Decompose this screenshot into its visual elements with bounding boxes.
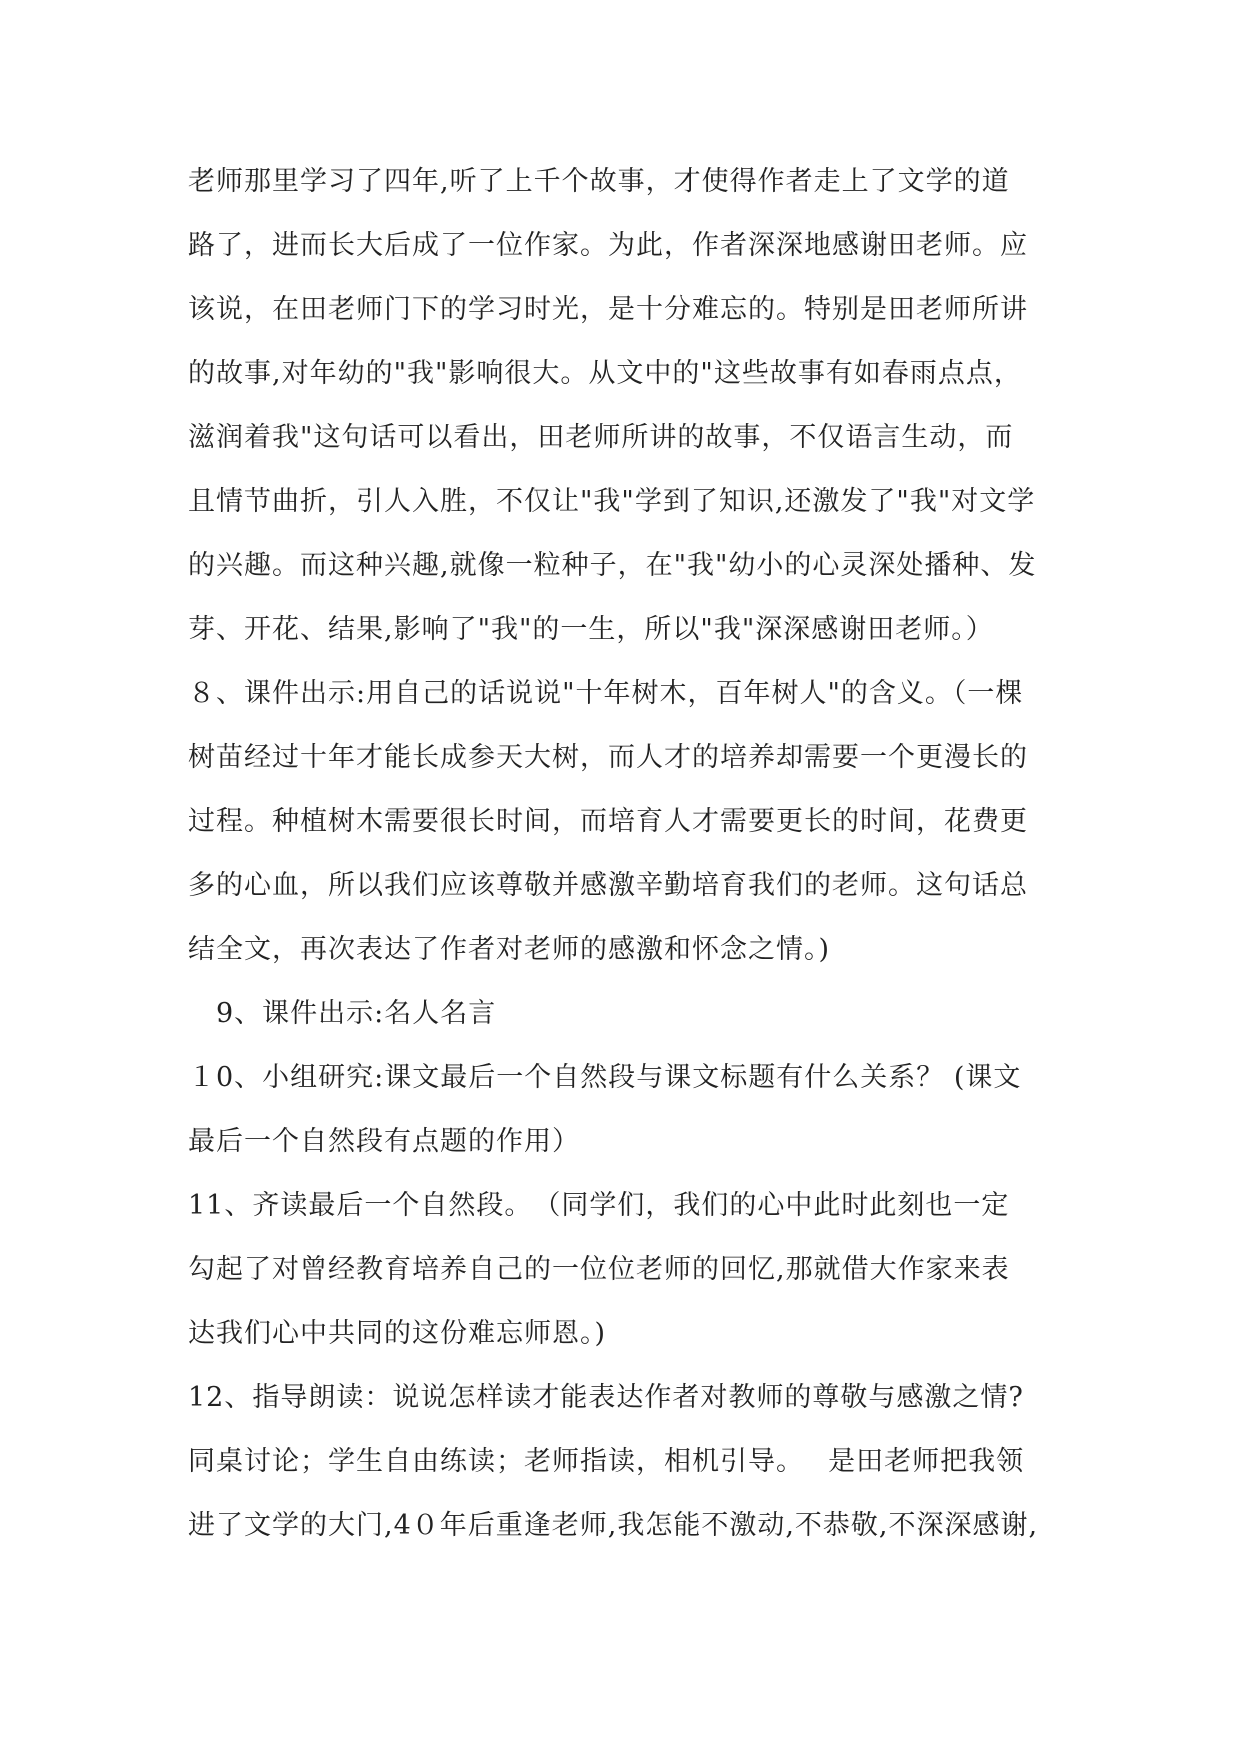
text-line: 达我们心中共同的这份难忘师恩。) [188,1318,607,1349]
text-line: 该说，在田老师门下的学习时光，是十分难忘的。特别是田老师所讲 [188,294,1028,325]
text-line: 11、齐读最后一个自然段。 （同学们，我们的心中此时此刻也一定 [188,1190,1010,1221]
text-line: 树苗经过十年才能长成参天大树，而人才的培养却需要一个更漫长的 [188,742,1028,773]
text-line: 12、指导朗读：说说怎样读才能表达作者对教师的尊敬与感激之情? [188,1382,1024,1413]
text-line: 的故事,对年幼的"我"影响很大。从文中的"这些故事有如春雨点点， [188,358,1022,389]
text-line: 9、课件出示:名人名言 [188,998,497,1029]
text-line: 老师那里学习了四年,听了上千个故事，才使得作者走上了文学的道 [188,166,1010,197]
text-line: 滋润着我"这句话可以看出，田老师所讲的故事，不仅语言生动，而 [188,422,1014,453]
text-line: 过程。种植树木需要很长时间，而培育人才需要更长的时间，花费更 [188,806,1028,837]
document-body [188,150,1068,1558]
text-line: 的兴趣。而这种兴趣,就像一粒种子，在"我"幼小的心灵深处播种、发 [188,550,1037,581]
text-line: 最后一个自然段有点题的作用） [188,1126,580,1157]
text-line: ８、课件出示:用自己的话说说"十年树木，百年树人"的含义。（一棵 [188,678,1024,709]
text-line: １0、小组研究:课文最后一个自然段与课文标题有什么关系？ (课文 [188,1062,1022,1093]
text-line: 结全文，再次表达了作者对老师的感激和怀念之情。) [188,934,831,965]
text-line: 同桌讨论；学生自由练读；老师指读，相机引导。 是田老师把我领 [188,1446,1025,1477]
text-line: 进了文学的大门,4０年后重逢老师,我怎能不激动,不恭敬,不深深感谢, [188,1510,1039,1541]
text-line: 多的心血，所以我们应该尊敬并感激辛勤培育我们的老师。这句话总 [188,870,1028,901]
text-line: 芽、开花、结果,影响了"我"的一生，所以"我"深深感谢田老师。） [188,614,994,645]
text-line: 路了，进而长大后成了一位作家。为此，作者深深地感谢田老师。应 [188,230,1028,261]
text-line: 且情节曲折，引人入胜，不仅让"我"学到了知识,还激发了"我"对文学 [188,486,1036,517]
text-line: 勾起了对曾经教育培养自己的一位位老师的回忆,那就借大作家来表 [188,1254,1010,1285]
